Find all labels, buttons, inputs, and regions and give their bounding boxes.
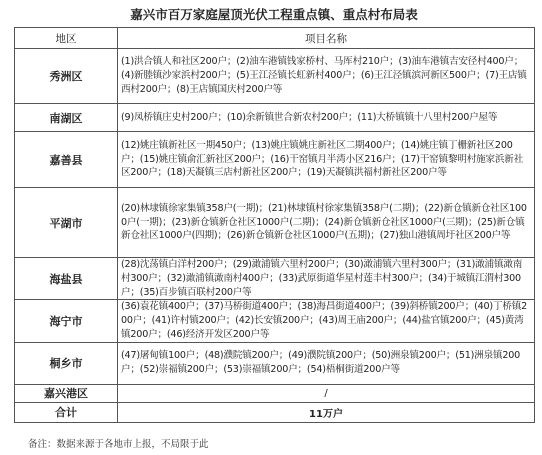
table-row — [15, 188, 535, 258]
district-cell: 桐乡市 — [15, 342, 118, 384]
project-table — [14, 27, 535, 423]
projects-cell: (12)姚庄镇新社区一期450户；(13)姚庄镇姚庄新社区二期400户；(14)姚庄镇丁栅新社区200户；(15)姚庄镇俞汇新社区200户；(16)干窑镇月半湾小区216户；(17)干窑镇黎明村施家浜新社区200户；(18)天凝镇三店村新社区200户；(19)天凝镇洪福村新社区200户等 — [118, 132, 535, 188]
table-title: 嘉兴市百万家庭屋顶光伏工程重点镇、重点村布局表 — [130, 7, 418, 22]
projects-cell: / — [118, 384, 535, 402]
district-header: 地区 — [15, 28, 118, 49]
source-note: 备注：数据来源于各地市上报，不局限于此 — [28, 439, 209, 450]
district-cell: 嘉兴港区 — [15, 384, 118, 402]
table-row — [15, 342, 535, 384]
district-cell: 海盐县 — [15, 258, 118, 300]
district-cell: 南湖区 — [15, 104, 118, 132]
table-row — [15, 258, 535, 300]
table-row — [15, 300, 535, 342]
district-cell: 秀洲区 — [15, 49, 118, 104]
district-cell: 海宁市 — [15, 300, 118, 342]
header-row — [15, 28, 535, 49]
total-label: 合计 — [15, 402, 118, 422]
projects-cell: (9)凤桥镇庄史村200户；(10)余新镇世合新农村200户；(11)大桥镇镇十八里村200户屋等 — [118, 104, 535, 132]
total-value: 11万户 — [118, 402, 535, 422]
district-cell: 嘉善县 — [15, 132, 118, 188]
table-row — [15, 132, 535, 188]
projects-cell: (1)洪合镇人和社区200户；(2)油车港镇钱家桥村、马厍村210户；(3)油车港镇吉安径村400户；(4)新塍镇沙家浜村200户；(5)王江泾镇长虹新村400户；(6)王江泾镇滨河新区500户；(7)王店镇西村200户；(8)王店镇国庆村200户等 — [118, 49, 535, 104]
total-row — [15, 402, 535, 422]
table-row — [15, 49, 535, 104]
projects-cell: (47)屠甸镇100户；(48)濮院镇200户；(49)濮院镇200户；(50)洲泉镇200户；(51)洲泉镇200户；(52)崇福镇200户；(53)崇福镇200户；(54)梧桐街道200户等 — [118, 342, 535, 384]
projects-header: 项目名称 — [118, 28, 535, 49]
projects-cell: (28)沈荡镇白洋村200户；(29)澉浦镇六里村200户；(30)澉浦镇六里村300户；(31)澉浦镇澉南村300户；(32)澉浦镇澉南村400户；(33)武原街道华星村莲丰村300户；(34)于城镇江渭村300户；(35)百步镇百联村200户等 — [118, 258, 535, 300]
table-row — [15, 384, 535, 402]
district-cell: 平湖市 — [15, 188, 118, 258]
projects-cell: (20)林埭镇徐家集镇358户(一期)；(21)林埭镇村徐家集镇358户(二期)；(22)新仓镇新仓社区1000户(一期)；(23)新仓镇新仓社区1000户(二期)；(24)新仓镇新仓社区1000户(三期)；(25)新仓镇新仓社区1000户(四期)；(26)新仓镇新仓社区1000户(五期)；(27)独山港镇周圩社区200户等 — [118, 188, 535, 258]
table-row — [15, 104, 535, 132]
projects-cell: (36)袁花镇400户；(37)马桥街道400户；(38)海昌街道400户；(39)斜桥镇200户；(40)丁桥镇200户；(41)许村镇200户；(42)长安镇200户；(43)周王庙200户；(44)盐官镇200户；(45)黄湾镇200户；(46)经济开发区200户等 — [118, 300, 535, 342]
